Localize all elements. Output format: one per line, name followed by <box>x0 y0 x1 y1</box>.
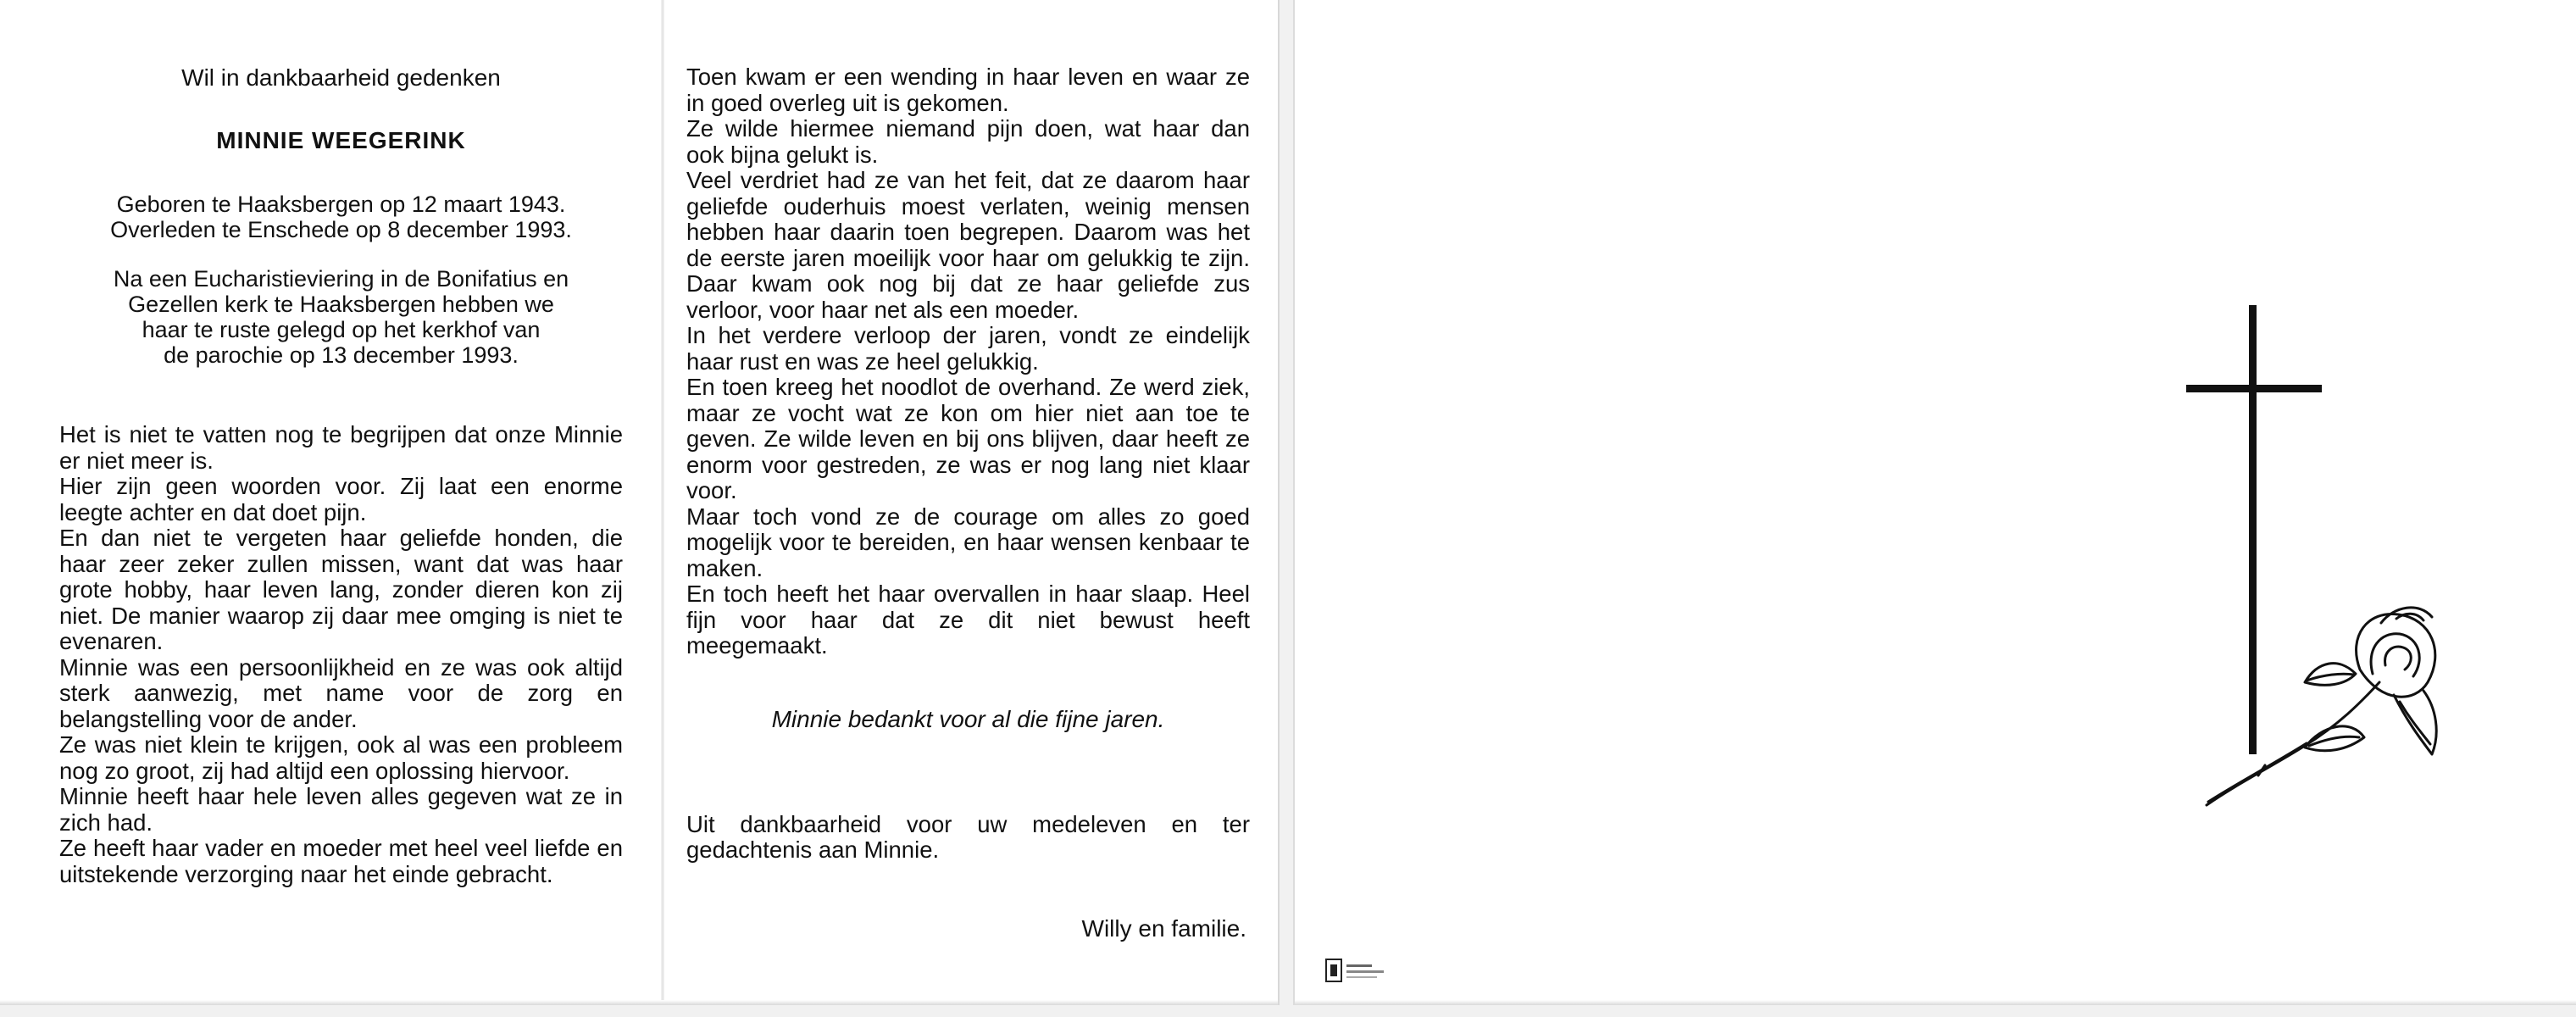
cross-with-rose-illustration <box>2178 297 2466 822</box>
paragraph: En toen kreeg het noodlot de overhand. Ze werd ziek, maar ze vocht wat ze kon om hier niet aan toe te geven. Ze wilde leven en bij ons blijven, daar heeft ze enorm voor gestreden, ze was er nog lang niet klaar voor. <box>686 374 1250 503</box>
funeral-line: de parochie op 13 december 1993. <box>164 342 519 368</box>
paragraph: Minnie heeft haar hele leven alles gegeven wat ze in zich had. <box>59 783 623 836</box>
deceased-name: MINNIE WEEGERINK <box>216 127 466 153</box>
paragraph: Toen kwam er een wending in haar leven en waar ze in goed overleg uit is gekomen. <box>686 64 1250 116</box>
birth-line: Geboren te Haaksbergen op 12 maart 1943. <box>116 192 566 217</box>
cross-icon <box>2186 305 2322 754</box>
paragraph: Het is niet te vatten nog te begrijpen dat onze Minnie er niet meer is. <box>59 421 623 474</box>
death-line: Overleden te Enschede op 8 december 1993. <box>110 217 572 242</box>
paragraph: Minnie was een persoonlijkheid en ze was ook altijd sterk aanwezig, met name voor de zorg en belangstelling voor de ander. <box>59 653 623 732</box>
paragraph: Ze heeft haar vader en moeder met heel veel liefde en uitstekende verzorging naar het einde gebracht. <box>59 835 623 887</box>
paragraph: Ze wilde hiermee niemand pijn doen, wat haar dan ook bijna gelukt is. <box>686 115 1250 168</box>
paragraph: Maar toch vond ze de courage om alles zo goed mogelijk voor te bereiden, en haar wensen kenbaar te maken. <box>686 503 1250 581</box>
center-fold <box>661 0 664 1005</box>
memorial-text-right <box>686 64 1250 659</box>
funeral-line: Gezellen kerk te Haaksbergen hebben we <box>128 292 554 317</box>
signature: Willy en familie. <box>1081 914 1246 942</box>
right-text-column <box>686 64 1250 942</box>
paragraph: In het verdere verloop der jaren, vondt ze eindelijk haar rust en was ze heel gelukkig. <box>686 322 1250 375</box>
left-text-column <box>59 64 623 887</box>
paragraph: En toch heeft het haar overvallen in haar slaap. Heel fijn voor haar dat ze dit niet bewust heeft meegemaakt. <box>686 581 1250 659</box>
thank-you-line: Minnie bedankt voor al die fijne jaren. <box>771 705 1165 732</box>
funeral-block <box>59 266 623 368</box>
closing-text <box>686 812 1250 864</box>
paragraph: Hier zijn geen woorden voor. Zij laat een enorme leegte achter en dat doet pijn. <box>59 473 623 525</box>
dates-block <box>59 192 623 242</box>
paragraph: En dan niet te vergeten haar geliefde honden, die haar zeer zeker zullen missen, want dat was haar grote hobby, haar leven lang, zonder dieren kon zij niet. De manier waarop zij daar mee omging is niet te evenaren. <box>59 525 623 654</box>
funeral-line: haar te ruste gelegd op het kerkhof van <box>142 317 541 342</box>
rose-icon <box>2207 608 2436 805</box>
panel-edge <box>1295 1000 2576 1005</box>
intro-line: Wil in dankbaarheid gedenken <box>181 64 501 91</box>
funeral-line: Na een Eucharistieviering in de Bonifatius en <box>113 266 569 292</box>
memorial-text-left <box>59 422 623 887</box>
paragraph: Veel verdriet had ze van het feit, dat ze daarom haar geliefde ouderhuis moest verlaten, weinig mensen hebben haar daarin toen begrepen. Daarom was het de eerste jaren moeilijk voor haar om gelukkig te zijn. Daar kwam ook nog bij dat ze haar geliefde zus verloor, voor haar net als een moeder. <box>686 167 1250 323</box>
paragraph: Uit dankbaarheid voor uw medeleven en ter gedachtenis aan Minnie. <box>686 810 1250 863</box>
inner-panel <box>0 0 1280 1005</box>
printer-logo-icon <box>1324 956 1426 986</box>
paragraph: Ze was niet klein te krijgen, ook al was een probleem nog zo groot, zij had altijd een oplossing hiervoor. <box>59 731 623 784</box>
panel-edge <box>0 1000 1278 1005</box>
